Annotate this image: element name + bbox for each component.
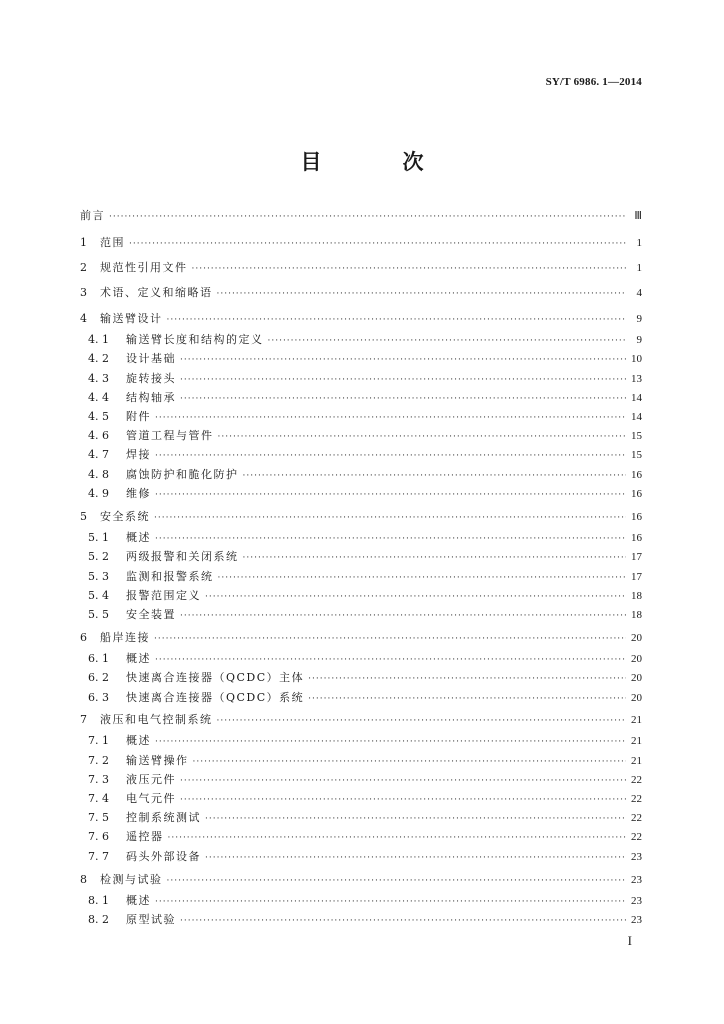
standard-code: SY/T 6986. 1—2014 xyxy=(545,76,642,88)
toc-entry[interactable] xyxy=(80,914,642,927)
toc-entry-number: 8. 1 xyxy=(88,894,109,907)
toc-entry[interactable] xyxy=(80,812,642,825)
dot-leader xyxy=(168,833,627,844)
dot-leader xyxy=(167,876,627,887)
dot-leader xyxy=(180,776,626,787)
dot-leader xyxy=(180,795,626,806)
dot-leader xyxy=(155,737,626,748)
toc-entry-label: 液压元件 xyxy=(126,773,176,786)
toc-entry-label: 旋转接头 xyxy=(126,372,176,385)
toc-entry[interactable] xyxy=(80,774,642,787)
toc-entry-label: 原型试验 xyxy=(126,913,176,926)
toc-entry-number: 6. 1 xyxy=(88,652,109,665)
toc-entry-label: 电气元件 xyxy=(126,792,176,805)
toc-entry-page: 21 xyxy=(631,755,642,767)
dot-leader xyxy=(308,674,626,685)
toc-entry-number: 8 xyxy=(80,873,87,886)
toc-entry-label: 安全装置 xyxy=(126,608,176,621)
toc-entry-page: 18 xyxy=(631,590,642,602)
toc-entry-label: 输送臂设计 xyxy=(100,312,163,325)
toc-entry-label: 遥控器 xyxy=(126,830,164,843)
toc-entry[interactable] xyxy=(80,793,642,806)
dot-leader xyxy=(154,634,626,645)
toc-entry-number: 6. 3 xyxy=(88,691,109,704)
toc-entry-page: 22 xyxy=(631,831,642,843)
dot-leader xyxy=(218,573,627,584)
toc-entry-number: 4. 9 xyxy=(88,487,109,500)
toc-entry-number: 4. 1 xyxy=(88,333,109,346)
toc-entry[interactable] xyxy=(80,210,642,223)
toc-entry-number: 5. 5 xyxy=(88,608,109,621)
toc-entry[interactable] xyxy=(80,692,642,705)
toc-entry-label: 范围 xyxy=(100,236,125,249)
toc-entry-number: 4. 2 xyxy=(88,352,109,365)
dot-leader xyxy=(180,916,626,927)
toc-entry-label: 附件 xyxy=(126,410,151,423)
toc-entry-page: 23 xyxy=(631,895,642,907)
dot-leader xyxy=(308,694,626,705)
toc-entry-page: 4 xyxy=(636,287,642,299)
dot-leader xyxy=(205,814,626,825)
dot-leader xyxy=(180,375,626,386)
toc-entry-page: 16 xyxy=(631,469,642,481)
toc-entry[interactable] xyxy=(80,851,642,864)
toc-entry-label: 概述 xyxy=(126,894,151,907)
toc-entry-label: 腐蚀防护和脆化防护 xyxy=(126,468,239,481)
dot-leader xyxy=(217,289,627,300)
toc-entry-page: 23 xyxy=(631,851,642,863)
toc-entry-label: 快速离合连接器（QCDC）主体 xyxy=(126,671,305,684)
toc-entry-number: 7. 4 xyxy=(88,792,109,805)
dot-leader xyxy=(205,853,626,864)
toc-entry[interactable] xyxy=(80,353,642,366)
toc-entry-label: 概述 xyxy=(126,652,151,665)
toc-entry-number: 6 xyxy=(80,631,87,644)
toc-entry-label: 概述 xyxy=(126,734,151,747)
toc-entry-page: 22 xyxy=(631,812,642,824)
toc-entry[interactable] xyxy=(80,895,642,908)
toc-entry-number: 5. 3 xyxy=(88,570,109,583)
toc-entry-page: 10 xyxy=(631,353,642,365)
dot-leader xyxy=(155,413,626,424)
toc-entry-number: 7. 7 xyxy=(88,850,109,863)
toc-entry-label: 两级报警和关闭系统 xyxy=(126,550,239,563)
dot-leader xyxy=(109,212,626,223)
toc-entry[interactable] xyxy=(80,287,642,300)
toc-entry-label: 报警范围定义 xyxy=(126,589,201,602)
toc-entry-page: 16 xyxy=(631,532,642,544)
toc-entry-label: 安全系统 xyxy=(100,510,150,523)
dot-leader xyxy=(218,432,627,443)
toc-entry[interactable] xyxy=(80,632,642,645)
toc-entry-number: 6. 2 xyxy=(88,671,109,684)
dot-leader xyxy=(192,264,627,275)
toc-entry-number: 2 xyxy=(80,261,87,274)
toc-entry[interactable] xyxy=(80,532,642,545)
toc-entry-page: 21 xyxy=(631,735,642,747)
toc-entry-page: 9 xyxy=(636,334,642,346)
toc-entry-page: 21 xyxy=(631,714,642,726)
dot-leader xyxy=(217,716,627,727)
toc-entry-label: 控制系统测试 xyxy=(126,811,201,824)
toc-entry-page: 14 xyxy=(631,411,642,423)
page-title: 目 次 xyxy=(300,150,454,174)
toc-entry-number: 4. 3 xyxy=(88,372,109,385)
dot-leader xyxy=(180,355,626,366)
toc-entry-number: 5. 4 xyxy=(88,589,109,602)
toc-entry[interactable] xyxy=(80,392,642,405)
toc-entry-number: 7. 2 xyxy=(88,754,109,767)
toc-entry[interactable] xyxy=(80,571,642,584)
dot-leader xyxy=(180,394,626,405)
toc-entry-label: 规范性引用文件 xyxy=(100,261,188,274)
toc-entry-page: 22 xyxy=(631,774,642,786)
toc-entry-page: 20 xyxy=(631,632,642,644)
toc-entry-label: 船岸连接 xyxy=(100,631,150,644)
dot-leader xyxy=(193,757,627,768)
toc-entry-number: 4. 8 xyxy=(88,468,109,481)
toc-entry-number: 5 xyxy=(80,510,87,523)
toc-entry[interactable] xyxy=(80,590,642,603)
toc-entry-label: 概述 xyxy=(126,531,151,544)
toc-entry-label: 术语、定义和缩略语 xyxy=(100,286,213,299)
toc-entry-label: 监测和报警系统 xyxy=(126,570,214,583)
toc-entry-page: 14 xyxy=(631,392,642,404)
toc-entry-label: 输送臂操作 xyxy=(126,754,189,767)
dot-leader xyxy=(155,655,626,666)
toc-entry[interactable] xyxy=(80,449,642,462)
toc-entry[interactable] xyxy=(80,262,642,275)
toc-entry-label: 维修 xyxy=(126,487,151,500)
toc-entry-label: 液压和电气控制系统 xyxy=(100,713,213,726)
toc-entry-label: 快速离合连接器（QCDC）系统 xyxy=(126,691,305,704)
toc-entry[interactable] xyxy=(80,672,642,685)
toc-entry-page: 20 xyxy=(631,653,642,665)
toc-entry-page: 23 xyxy=(631,914,642,926)
toc-entry-page: 15 xyxy=(631,449,642,461)
toc-entry-number: 7 xyxy=(80,713,87,726)
toc-entry-page: 1 xyxy=(636,262,642,274)
dot-leader xyxy=(205,592,626,603)
toc-entry-number: 5. 1 xyxy=(88,531,109,544)
dot-leader xyxy=(155,490,626,501)
toc-entry-page: 16 xyxy=(631,511,642,523)
dot-leader xyxy=(155,451,626,462)
toc-entry-page: 9 xyxy=(636,313,642,325)
toc-entry-number: 4 xyxy=(80,312,87,325)
toc-entry[interactable] xyxy=(80,469,642,482)
toc-entry[interactable] xyxy=(80,609,642,622)
toc-entry-number: 3 xyxy=(80,286,87,299)
toc-entry-page: 23 xyxy=(631,874,642,886)
toc-entry-label: 前言 xyxy=(80,209,105,222)
toc-entry-number: 4. 5 xyxy=(88,410,109,423)
toc-entry-label: 检测与试验 xyxy=(100,873,163,886)
toc-entry[interactable] xyxy=(80,653,642,666)
toc-entry-number: 4. 4 xyxy=(88,391,109,404)
toc-entry[interactable] xyxy=(80,511,642,524)
toc-entry-page: 17 xyxy=(631,551,642,563)
toc-entry-number: 7. 6 xyxy=(88,830,109,843)
toc-entry[interactable] xyxy=(80,237,642,250)
dot-leader xyxy=(154,513,626,524)
toc-entry-page: 15 xyxy=(631,430,642,442)
toc-entry-page: 20 xyxy=(631,692,642,704)
dot-leader xyxy=(155,534,626,545)
toc-entry[interactable] xyxy=(80,430,642,443)
toc-entry-number: 7. 1 xyxy=(88,734,109,747)
toc-entry-label: 结构轴承 xyxy=(126,391,176,404)
toc-entry[interactable] xyxy=(80,735,642,748)
toc-entry[interactable] xyxy=(80,488,642,501)
page-number: I xyxy=(627,933,632,948)
dot-leader xyxy=(243,471,627,482)
toc-entry[interactable] xyxy=(80,373,642,386)
toc-entry[interactable] xyxy=(80,831,642,844)
toc-entry-label: 管道工程与管件 xyxy=(126,429,214,442)
toc-entry-number: 7. 5 xyxy=(88,811,109,824)
toc-entry-number: 8. 2 xyxy=(88,913,109,926)
toc-entry-number: 4. 6 xyxy=(88,429,109,442)
toc-entry[interactable] xyxy=(80,313,642,326)
dot-leader xyxy=(167,315,627,326)
toc-entry[interactable] xyxy=(80,714,642,727)
toc-entry[interactable] xyxy=(80,334,642,347)
toc-entry[interactable] xyxy=(80,755,642,768)
toc-entry-number: 1 xyxy=(80,236,87,249)
toc-entry-number: 4. 7 xyxy=(88,448,109,461)
toc-entry-page: 13 xyxy=(631,373,642,385)
toc-entry[interactable] xyxy=(80,874,642,887)
toc-entry[interactable] xyxy=(80,551,642,564)
toc-entry-number: 5. 2 xyxy=(88,550,109,563)
toc-entry-label: 设计基础 xyxy=(126,352,176,365)
toc-entry-page: 18 xyxy=(631,609,642,621)
toc-entry-label: 焊接 xyxy=(126,448,151,461)
toc-entry-page: 22 xyxy=(631,793,642,805)
toc-entry-page: 17 xyxy=(631,571,642,583)
dot-leader xyxy=(180,611,626,622)
dot-leader xyxy=(155,897,626,908)
dot-leader xyxy=(268,336,627,347)
toc-entry-number: 7. 3 xyxy=(88,773,109,786)
dot-leader xyxy=(243,553,627,564)
toc-entry-page: 16 xyxy=(631,488,642,500)
toc-entry[interactable] xyxy=(80,411,642,424)
toc-entry-page: 1 xyxy=(636,237,642,249)
toc-entry-label: 码头外部设备 xyxy=(126,850,201,863)
toc-entry-label: 输送臂长度和结构的定义 xyxy=(126,333,264,346)
toc-entry-page: 20 xyxy=(631,672,642,684)
toc-entry-page: Ⅲ xyxy=(634,210,642,222)
dot-leader xyxy=(129,239,626,250)
